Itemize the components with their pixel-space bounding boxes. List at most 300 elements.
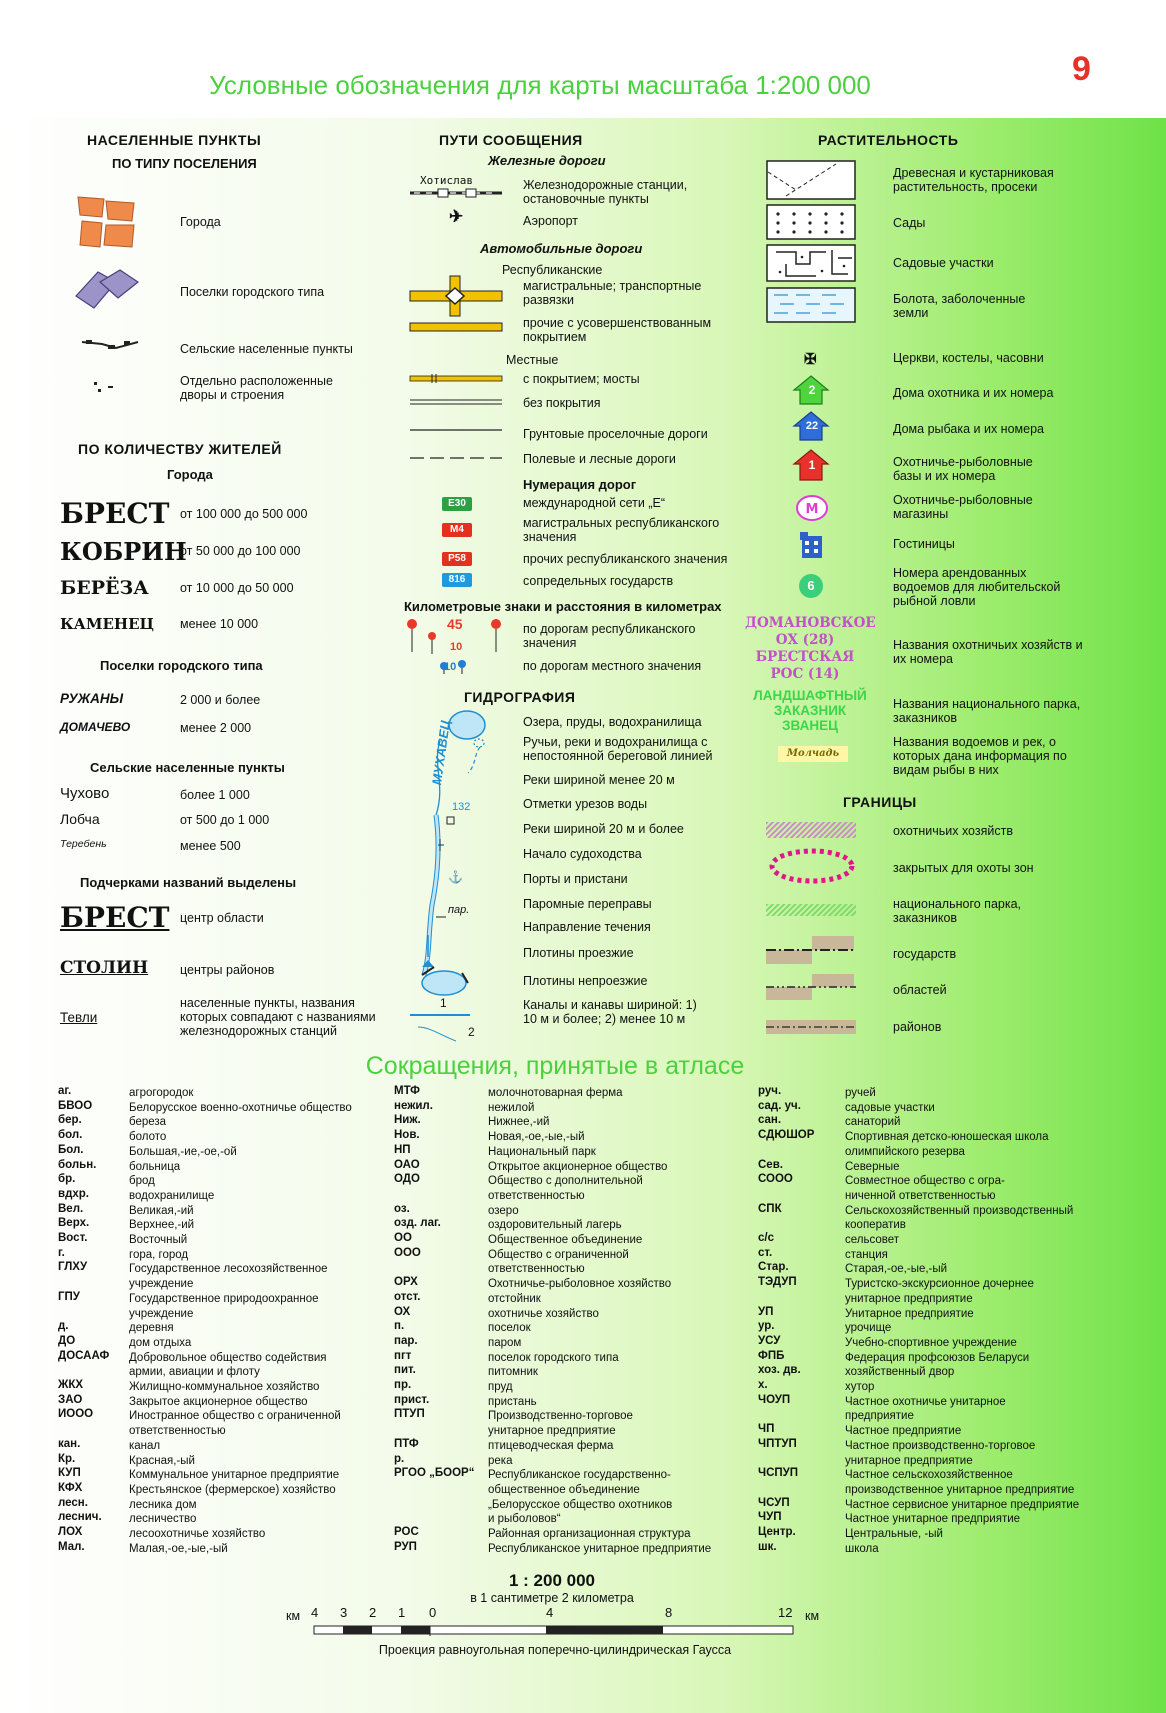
abbr-key: ЖКХ: [58, 1379, 84, 1391]
settlements-heading: НАСЕЛЕННЫЕ ПУНКТЫ: [87, 132, 262, 148]
abbr-value: Большая,-ие,-ое,-ой: [129, 1145, 237, 1158]
km-sample-45: 45: [447, 616, 463, 632]
hunting-estate-border-icon: [766, 822, 856, 838]
dirt-road-icon: [410, 428, 502, 432]
underline-sample-station: Тевли: [60, 1010, 98, 1025]
projection-note: Проекция равноугольная поперечно-цилиндрическая Гаусса: [378, 1643, 732, 1657]
abbr-value: лесничество: [129, 1513, 197, 1526]
park-name-sample: [745, 688, 875, 733]
abbr-value: Государственное лесохозяйственное: [129, 1263, 328, 1276]
abbr-key: бер.: [58, 1114, 82, 1127]
abbr-key: больн.: [58, 1158, 97, 1171]
abbr-key: ЧУП: [758, 1511, 782, 1524]
abbr-key: бол.: [58, 1129, 83, 1142]
underline-desc-region: центр области: [180, 911, 264, 925]
canal-label-1: 1: [440, 996, 447, 1010]
city-sample-large: БРЕСТ: [60, 497, 170, 530]
border-item-hunting: охотничьих хозяйств: [893, 824, 1013, 838]
abbr-key: руч.: [758, 1085, 782, 1097]
scale-tick-12: 12: [778, 1605, 793, 1620]
abbr-value: ответственностью: [488, 1263, 585, 1276]
abbr-key: х.: [758, 1379, 768, 1391]
abbr-value: Северные: [845, 1160, 900, 1173]
abbr-value: Частное унитарное предприятие: [845, 1513, 1021, 1526]
abbr-value: Закрытое акционерное общество: [129, 1395, 308, 1408]
city-block-icon: [76, 195, 138, 250]
abbr-key: Мал.: [58, 1540, 85, 1553]
state-border-icon: [766, 936, 856, 964]
veg-item-hunting-bases: Охотничье-рыболовные базы и их номера: [893, 455, 1033, 483]
abbr-key: МТФ: [394, 1085, 420, 1097]
abbr-value: Коммунальное унитарное предприятие: [129, 1469, 340, 1482]
unpaved-road-icon: [410, 398, 502, 406]
abbr-key: пр.: [394, 1379, 412, 1391]
veg-item-orchards: Сады: [893, 216, 926, 230]
abbr-key: КФХ: [58, 1481, 83, 1494]
elevation-sample: 132: [452, 801, 471, 813]
abbr-key: ПТУП: [394, 1408, 425, 1421]
km-heading: Километровые знаки и расстояния в километрах: [404, 599, 722, 614]
svg-text:М: М: [805, 502, 819, 517]
border-item-states: государств: [893, 947, 957, 961]
farmstead-icon: [92, 380, 116, 398]
abbr-value: ниченной ответственностью: [845, 1189, 996, 1202]
scale-tick-2: 2: [369, 1605, 377, 1620]
abbr-key: шк.: [758, 1540, 777, 1553]
river-name-label: МУХАВЕЦ: [429, 719, 453, 786]
abbr-value: Частное производственно-торговое: [845, 1439, 1036, 1452]
hydro-item-navigation-start: Начало судоходства: [523, 847, 642, 861]
abbr-key: пар.: [394, 1334, 418, 1347]
abbr-value: Общество с ограниченной: [488, 1248, 629, 1261]
abbr-key: нежил.: [394, 1099, 433, 1112]
hunting-estate-line-3: БРЕСТСКАЯ: [755, 649, 855, 665]
abbr-value: Крестьянское (фермерское) хозяйство: [129, 1483, 336, 1496]
abbr-value: озеро: [488, 1204, 519, 1217]
field-road-icon: [410, 456, 502, 460]
abbr-key: ЧОУП: [758, 1393, 791, 1406]
dirt-road-desc: Грунтовые проселочные дороги: [523, 427, 708, 441]
abbr-value: больница: [129, 1160, 181, 1173]
town-desc-large: 2 000 и более: [180, 693, 261, 707]
abbr-value: санаторий: [845, 1116, 901, 1129]
fisher-house-number: 22: [805, 420, 819, 432]
hydro-item-flow: Направление течения: [523, 920, 651, 934]
town-block-icon: [74, 268, 140, 312]
border-item-regions: областей: [893, 983, 947, 997]
airport-desc: Аэропорт: [523, 214, 579, 228]
hotel-icon: [796, 530, 828, 560]
abbr-key: р.: [394, 1452, 405, 1465]
km-sample-10-blue: 10: [444, 661, 457, 673]
forest-symbol: [766, 160, 856, 200]
abbr-value: Государственное природоохранное: [129, 1292, 319, 1305]
abbr-key: ЧП: [758, 1423, 775, 1436]
abbr-value: река: [488, 1454, 513, 1467]
veg-item-fisher-houses: Дома рыбака и их номера: [893, 422, 1044, 436]
paved-local-road-desc: с покрытием; мосты: [523, 372, 640, 386]
abbr-value: хутор: [845, 1381, 875, 1393]
abbr-value: ручей: [845, 1087, 876, 1099]
hydro-item-narrow-rivers: Реки шириной менее 20 м: [523, 773, 675, 787]
abbr-key: ОО: [394, 1232, 412, 1244]
abbr-key: ОДО: [394, 1173, 420, 1186]
abbr-key: ТЭДУП: [758, 1276, 797, 1289]
hydro-item-ferries: Паромные переправы: [523, 897, 652, 911]
vegetation-heading: РАСТИТЕЛЬНОСТЬ: [818, 132, 959, 148]
abbr-value: и рыболовов“: [488, 1513, 561, 1526]
abbr-value: поселок: [488, 1322, 531, 1335]
abbr-value: охотничье хозяйство: [488, 1307, 599, 1320]
abbr-key: кан.: [58, 1437, 81, 1450]
closed-zone-border-icon: [766, 846, 858, 886]
hydro-item-streams: Ручьи, реки и водохранилища с непостоянной береговой линией: [523, 735, 713, 763]
km-local-desc: по дорогам местного значения: [523, 659, 702, 673]
village-sample-small: Теребень: [60, 838, 107, 850]
hydro-symbols-illustration: [410, 705, 520, 1045]
hunter-house-number: 2: [808, 383, 816, 397]
abbr-key: РОС: [394, 1526, 419, 1538]
park-name-line-3: ЗВАНЕЦ: [782, 718, 838, 733]
abbr-key: Кр.: [58, 1452, 76, 1465]
page-number: 9: [1072, 50, 1091, 88]
station-sample-label: Хотислав: [420, 174, 473, 187]
abbr-value: Учебно-спортивное учреждение: [845, 1336, 1017, 1349]
garden-plots-symbol: [766, 244, 856, 282]
local-roads-label: Местные: [506, 353, 559, 367]
city-sample-small: БЕРЁЗА: [60, 577, 149, 599]
city-sample-tiny: КАМЕНЕЦ: [60, 615, 154, 633]
by-type-heading: ПО ТИПУ ПОСЕЛЕНИЯ: [112, 156, 257, 171]
abbr-value: унитарное предприятие: [845, 1292, 973, 1305]
p-road-desc: прочих республиканского значения: [523, 552, 728, 566]
abbr-key: ЧСПУП: [758, 1467, 799, 1480]
village-desc-medium: от 500 до 1 000: [180, 813, 270, 827]
abbr-key: озд. лаг.: [394, 1217, 441, 1230]
scale-tick-8: 8: [665, 1605, 673, 1620]
abbr-key: отст.: [394, 1290, 421, 1303]
fish-water-sample: Молчадь: [778, 746, 848, 762]
village-desc-large: более 1 000: [180, 788, 250, 802]
border-item-districts: районов: [893, 1020, 942, 1034]
e-road-badge: E30: [442, 497, 472, 511]
underline-desc-district: центры районов: [180, 963, 275, 977]
abbr-value: водохранилище: [129, 1189, 215, 1202]
abbr-key: СДЮШОР: [758, 1129, 815, 1142]
abbr-key: ОАО: [394, 1158, 420, 1171]
abbr-key: Бол.: [58, 1143, 84, 1156]
veg-item-swamps: Болота, заболоченные земли: [893, 292, 1026, 320]
by-population-heading: ПО КОЛИЧЕСТВУ ЖИТЕЛЕЙ: [78, 441, 282, 457]
scale-tick-0: 0: [429, 1605, 437, 1620]
abbr-value: Белорусское военно-охотничье общество: [129, 1101, 352, 1114]
veg-item-hunting-estates: Названия охотничьих хозяйств и их номера: [893, 638, 1083, 666]
abbr-value: лесника дом: [129, 1498, 197, 1511]
abbr-value: Центральные, -ый: [845, 1528, 943, 1540]
abbr-key: ДОСААФ: [58, 1349, 110, 1362]
hunting-shop-icon: [795, 494, 829, 522]
abbr-value: деревня: [129, 1322, 174, 1335]
abbr-value: Сельскохозяйственный производственный: [845, 1204, 1074, 1217]
scale-tick-3: 3: [340, 1605, 348, 1620]
abbr-key: п.: [394, 1320, 405, 1333]
abbr-value: птицеводческая ферма: [488, 1439, 614, 1452]
abbr-key: ОРХ: [394, 1276, 418, 1289]
abbr-value: Частное предприятие: [845, 1425, 962, 1438]
hydro-item-passable-dams: Плотины проезжие: [523, 946, 634, 960]
abbreviations-title: Сокращения, принятые в атласе: [365, 1052, 745, 1080]
abbr-value: лесоохотничье хозяйство: [129, 1528, 266, 1540]
highway-desc: магистральные; транспортные развязки: [523, 279, 702, 307]
village-icon: [80, 336, 140, 356]
underline-desc-station: населенные пункты, названия которых совпадают с названиями железнодорожных станций: [180, 996, 376, 1038]
towns-heading: Поселки городского типа: [100, 658, 263, 673]
abbr-key: КУП: [58, 1467, 81, 1480]
abbr-key: леснич.: [58, 1511, 102, 1524]
abbr-key: Верх.: [58, 1217, 90, 1230]
abbr-value: Унитарное предприятие: [845, 1307, 974, 1320]
veg-item-churches: Церкви, костелы, часовни: [893, 351, 1044, 365]
abbr-key: с/с: [758, 1232, 774, 1244]
abbr-value: хозяйственный двор: [845, 1366, 955, 1379]
underline-sample-region: БРЕСТ: [60, 901, 170, 934]
city-desc-small: от 10 000 до 50 000: [180, 581, 294, 595]
abbr-key: ЗАО: [58, 1393, 83, 1406]
abbr-value: ответственностью: [488, 1189, 585, 1202]
swamp-symbol: [766, 287, 856, 323]
anchor-icon: ⚓: [448, 870, 463, 884]
abbr-key: УСУ: [758, 1334, 781, 1347]
abbr-value: общественное объединение: [488, 1483, 640, 1496]
ferry-sample-label: пар.: [448, 904, 470, 916]
scale-bar: [314, 1626, 794, 1638]
scale-unit-left: км: [286, 1609, 301, 1623]
abbr-value: Общественное объединение: [488, 1234, 643, 1246]
abbr-key: лесн.: [58, 1496, 88, 1509]
scale-tick-1: 1: [398, 1605, 406, 1620]
veg-item-garden-plots: Садовые участки: [893, 256, 994, 270]
highway-interchange-icon: [410, 276, 502, 316]
railway-station-icon: [410, 188, 502, 198]
district-border-icon: [766, 1020, 856, 1034]
abbr-key: ЧПТУП: [758, 1437, 797, 1450]
abbr-key: БВОО: [58, 1099, 93, 1112]
scale-tick-4-left: 4: [311, 1605, 319, 1620]
abbr-value: питомник: [488, 1366, 538, 1379]
abbr-value: Республиканское унитарное предприятие: [488, 1542, 712, 1555]
veg-item-hunting-shops: Охотничье-рыболовные магазины: [893, 493, 1033, 521]
abbr-key: бр.: [58, 1173, 76, 1186]
abbr-value: Добровольное общество содействия: [129, 1351, 327, 1364]
abbr-value: унитарное предприятие: [845, 1454, 973, 1467]
abbr-value: Верхнее,-ий: [129, 1219, 195, 1232]
abbr-key: Стар.: [758, 1261, 789, 1274]
scale-tick-4: 4: [546, 1605, 554, 1620]
paved-local-road-icon: [410, 374, 502, 384]
abbr-value: Новая,-ое,-ые,-ый: [488, 1131, 585, 1144]
abbr-key: г.: [58, 1246, 65, 1259]
m-road-badge: M4: [442, 523, 472, 537]
abbr-value: Туристско-экскурсионное дочернее: [845, 1278, 1034, 1291]
abbr-value: сельсовет: [845, 1234, 900, 1246]
abbr-value: канал: [129, 1439, 161, 1452]
veg-item-hunter-houses: Дома охотника и их номера: [893, 386, 1054, 400]
scale-title: 1 : 200 000: [508, 1571, 595, 1590]
village-sample-large: Чухово: [60, 785, 110, 802]
abbr-value: Общество с дополнительной: [488, 1175, 643, 1188]
abbr-value: Открытое акционерное общество: [488, 1160, 668, 1173]
town-sample-small: ДОМАЧЕВО: [60, 720, 131, 734]
unpaved-road-desc: без покрытия: [523, 396, 601, 410]
village-desc-small: менее 500: [180, 839, 241, 853]
km-republican-desc: по дорогам республиканского значения: [523, 622, 696, 650]
abbr-value: Производственно-торговое: [488, 1410, 633, 1423]
abbr-value: Спортивная детско-юношеская школа: [845, 1131, 1049, 1144]
abbr-key: РГОО „БООР“: [394, 1467, 475, 1480]
city-sample-medium: КОБРИН: [60, 537, 187, 566]
railways-heading: Железные дороги: [488, 153, 606, 168]
borders-heading: ГРАНИЦЫ: [843, 794, 917, 810]
village-sample-medium: Лобча: [60, 811, 100, 827]
abbr-value: отстойник: [488, 1292, 541, 1305]
foreign-road-desc: сопредельных государств: [523, 574, 674, 588]
church-icon: ✠: [804, 351, 817, 368]
abbr-value: армии, авиации и флоту: [129, 1366, 260, 1379]
abbr-key: ФПБ: [758, 1349, 785, 1362]
abbr-key: ГЛХУ: [58, 1261, 88, 1274]
abbr-value: олимпийского резерва: [845, 1145, 965, 1158]
abbr-value: поселок городского типа: [488, 1351, 619, 1364]
airport-icon: ✈: [449, 207, 464, 226]
abbr-value: Национальный парк: [488, 1145, 596, 1158]
abbr-value: предприятие: [845, 1410, 914, 1423]
hunting-estate-line-1: ДОМАНОВСКОЕ: [745, 615, 876, 631]
abbr-value: учреждение: [129, 1307, 194, 1320]
abbr-key: ЧСУП: [758, 1496, 790, 1509]
roads-heading: Автомобильные дороги: [480, 241, 643, 256]
abbr-value: „Белорусское общество охотников: [488, 1498, 673, 1511]
town-desc-small: менее 2 000: [180, 721, 252, 735]
abbr-value: болото: [129, 1131, 167, 1144]
abbr-value: Частное сельскохозяйственное: [845, 1469, 1013, 1482]
abbr-key: д.: [58, 1320, 69, 1333]
abbr-value: станция: [845, 1248, 888, 1261]
border-item-closed-zones: закрытых для охоты зон: [893, 861, 1034, 875]
abbr-key: пит.: [394, 1364, 416, 1377]
abbr-value: пруд: [488, 1381, 513, 1393]
veg-item-forest: Древесная и кустарниковая растительность, просеки: [893, 166, 1054, 194]
abbr-value: урочище: [845, 1322, 892, 1335]
km-sample-10-red: 10: [450, 641, 463, 653]
abbr-value: береза: [129, 1116, 167, 1129]
abbr-key: Центр.: [758, 1526, 796, 1538]
abbr-value: Частное охотничье унитарное: [845, 1395, 1006, 1408]
abbr-value: гора, город: [129, 1248, 189, 1261]
abbr-key: вдхр.: [58, 1187, 89, 1200]
abbr-key: пгт: [394, 1349, 412, 1362]
veg-item-fish-waters: Названия водоемов и рек, о которых дана информация по видам рыбы в них: [893, 735, 1067, 777]
park-name-line-2: ЗАКАЗНИК: [773, 703, 847, 718]
hydro-item-lakes: Озера, пруды, водохранилища: [523, 715, 702, 729]
settlement-type-village: Сельские населенные пункты: [180, 342, 353, 356]
region-border-icon: [766, 974, 856, 1000]
abbr-value: пристань: [488, 1395, 537, 1408]
abbr-value: паром: [488, 1336, 522, 1349]
abbr-key: Вел.: [58, 1202, 84, 1215]
hydro-item-wide-rivers: Реки шириной 20 м и более: [523, 822, 684, 836]
abbr-value: Районная организационная структура: [488, 1528, 691, 1540]
abbr-value: агрогородок: [129, 1087, 194, 1099]
m-road-desc: магистральных республиканского значения: [523, 516, 720, 544]
abbr-value: Малая,-ое,-ые,-ый: [129, 1542, 228, 1555]
abbr-key: хоз. дв.: [758, 1364, 801, 1377]
railway-station-desc: Железнодорожные станции, остановочные пункты: [523, 178, 688, 206]
abbr-value: Охотничье-рыболовное хозяйство: [488, 1278, 672, 1291]
abbr-key: ГПУ: [58, 1290, 80, 1303]
hunting-estate-line-2: ОХ (28): [775, 632, 835, 648]
abbr-key: сан.: [758, 1114, 782, 1127]
veg-item-hotels: Гостиницы: [893, 537, 955, 551]
city-desc-medium: от 50 000 до 100 000: [180, 544, 301, 558]
abbr-value: оздоровительный лагерь: [488, 1219, 622, 1232]
scale-subtitle: в 1 сантиметре 2 километра: [470, 1591, 634, 1605]
abbr-key: СООО: [758, 1173, 793, 1186]
page-title: Условные обозначения для карты масштаба 1:200 000: [209, 70, 871, 100]
orchard-symbol: [766, 204, 856, 240]
hydro-heading: ГИДРОГРАФИЯ: [464, 689, 576, 705]
abbr-value: дом отдыха: [129, 1336, 192, 1349]
villages-heading: Сельские населенные пункты: [90, 760, 285, 775]
veg-item-leased-ponds: Номера арендованных водоемов для любительской рыбной ловли: [893, 566, 1061, 608]
settlement-type-farmstead: Отдельно расположенные дворы и строения: [180, 374, 333, 402]
abbr-value: школа: [845, 1542, 879, 1555]
abbr-value: Совместное общество с огра-: [845, 1175, 1005, 1188]
abbr-key: Ниж.: [394, 1114, 421, 1127]
town-sample-large: РУЖАНЫ: [60, 691, 124, 706]
settlement-type-town: Поселки городского типа: [180, 285, 325, 299]
abbr-value: Восточный: [129, 1234, 188, 1246]
settlement-type-city: Города: [180, 215, 221, 229]
abbr-value: производственное унитарное предприятие: [845, 1483, 1075, 1496]
canal-label-2: 2: [468, 1025, 475, 1039]
abbr-key: Нов.: [394, 1129, 420, 1142]
abbr-value: Иностранное общество с ограниченной: [129, 1410, 341, 1423]
abbr-value: Республиканское государственно-: [488, 1469, 671, 1482]
underline-heading: Подчерками названий выделены: [80, 875, 297, 890]
abbr-key: НП: [394, 1143, 411, 1156]
abbr-key: ИООО: [58, 1408, 94, 1421]
hunting-base-number: 1: [808, 458, 816, 472]
republican-roads-label: Республиканские: [502, 263, 603, 277]
cities-heading: Города: [167, 467, 213, 482]
veg-item-parks: Названия национального парка, заказников: [893, 697, 1081, 725]
leased-pond-number: 6: [807, 578, 815, 593]
abbr-value: Великая,-ий: [129, 1204, 194, 1217]
abbr-value: Нижнее,-ий: [488, 1116, 550, 1129]
abbr-key: ПТФ: [394, 1437, 419, 1450]
hunting-estate-line-4: РОС (14): [770, 666, 840, 682]
scale-unit-right: км: [805, 1609, 820, 1623]
park-name-line-1: ЛАНДШАФТНЫЙ: [753, 688, 867, 703]
hydro-item-canals: Каналы и канавы шириной: 1) 10 м и более; 2) менее 10 м: [523, 998, 697, 1026]
border-item-parks: национального парка, заказников: [893, 897, 1022, 925]
numbering-heading: Нумерация дорог: [523, 477, 637, 492]
e-road-desc: международной сети „Е“: [523, 496, 666, 510]
abbr-value: унитарное предприятие: [488, 1425, 616, 1438]
abbr-value: учреждение: [129, 1278, 194, 1291]
abbr-value: кооператив: [845, 1219, 906, 1232]
field-road-desc: Полевые и лесные дороги: [523, 452, 676, 466]
